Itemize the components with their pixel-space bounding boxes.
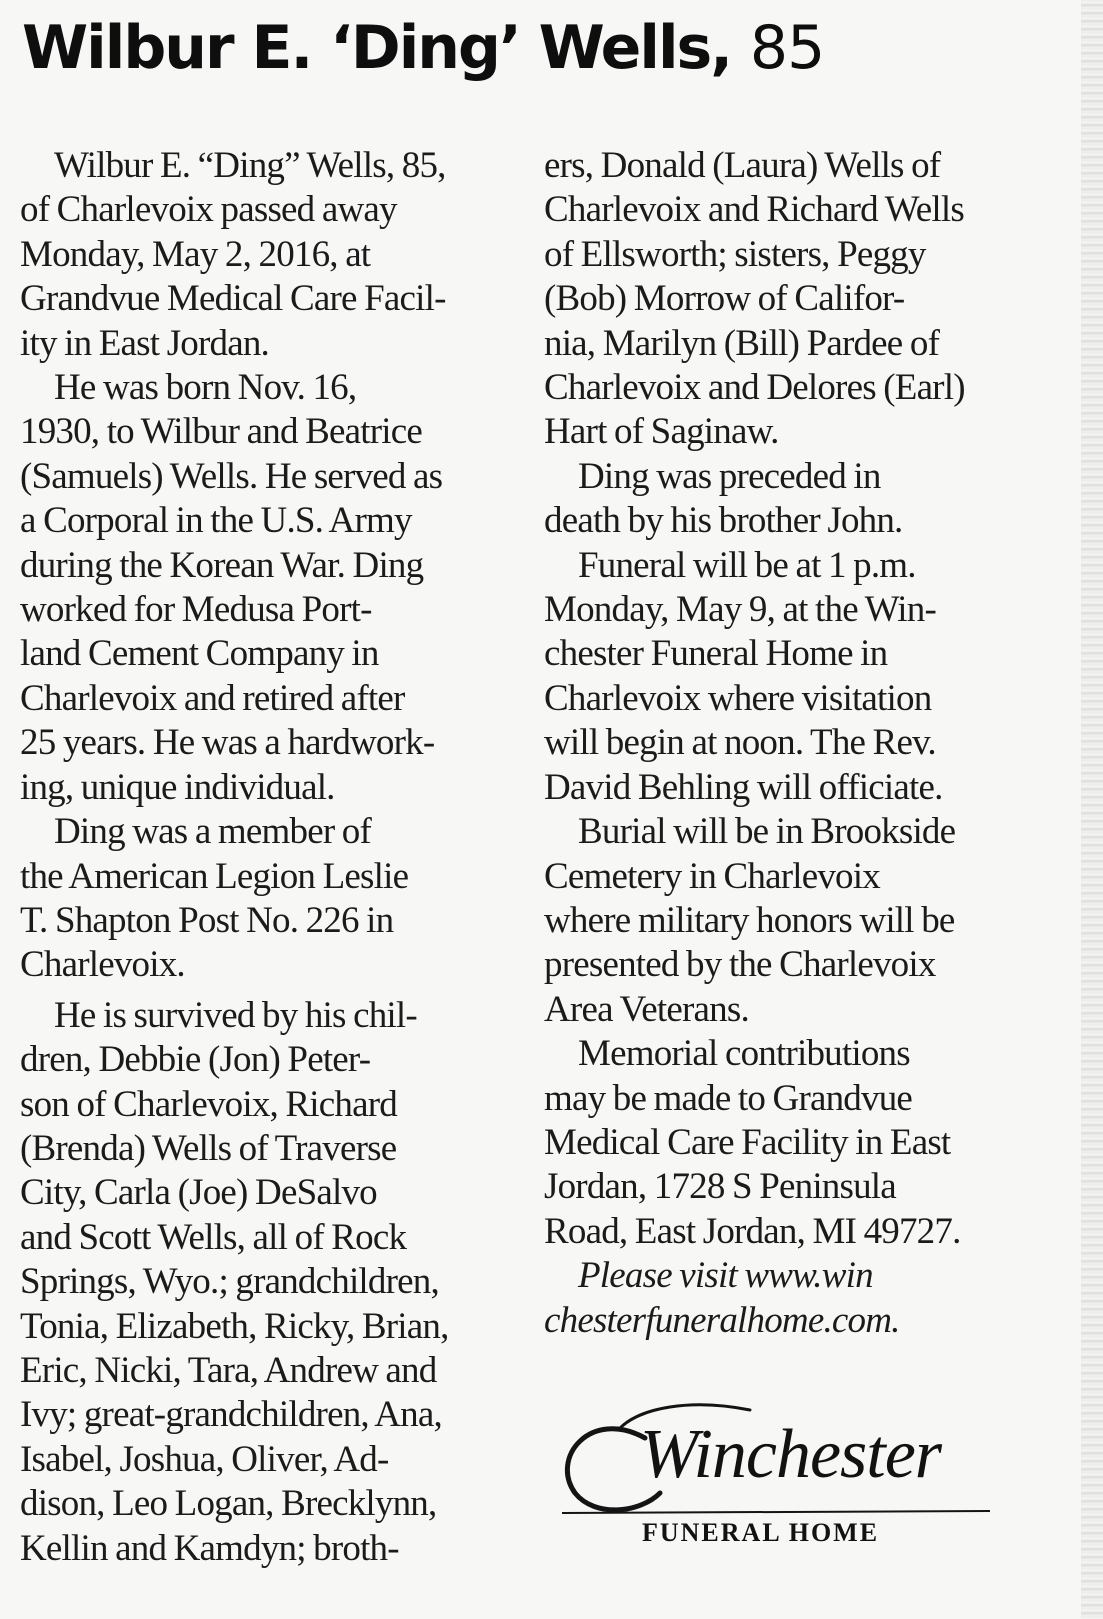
body-line: Funeral will be at 1 p.m. [578, 544, 916, 586]
body-line: dren, Debbie (Jon) Peter- [20, 1039, 371, 1081]
body-line: ers, Donald (Laura) Wells of [544, 145, 941, 186]
body-line: death by his brother John. [544, 500, 903, 542]
body-line: Charlevoix. [20, 944, 185, 986]
body-line: ing, unique individual. [20, 766, 335, 808]
body-line: Kellin and Kamdyn; broth- [20, 1527, 399, 1569]
body-line: Monday, May 9, at the Win- [544, 589, 936, 631]
page-edge-texture [1081, 0, 1103, 1619]
headline-age: 85 [749, 13, 825, 83]
headline-name: Wilbur E. ‘Ding’ Wells, [22, 13, 732, 83]
body-line: Memorial contributions [578, 1033, 910, 1075]
body-line: and Scott Wells, all of Rock [20, 1216, 407, 1258]
body-line: David Behling will officiate. [544, 766, 943, 808]
obituary-headline [22, 14, 824, 83]
body-line: Grandvue Medical Care Facil- [20, 278, 446, 320]
body-line: where military honors will be [544, 899, 955, 941]
body-line: T. Shapton Post No. 226 in [20, 899, 394, 941]
body-line: Road, East Jordan, MI 49727. [544, 1210, 961, 1252]
body-line: will begin at noon. The Rev. [544, 722, 936, 764]
body-line: Cemetery in Charlevoix [544, 855, 880, 897]
winchester-funeral-home-logo [550, 1398, 1010, 1568]
body-line: Monday, May 2, 2016, at [20, 233, 371, 275]
obituary-column-right [544, 144, 1064, 1343]
body-line: Burial will be in Brookside [578, 811, 956, 853]
body-line: of Ellsworth; sisters, Peggy [544, 233, 926, 275]
body-line: Isabel, Joshua, Oliver, Ad- [20, 1438, 389, 1480]
body-line: He is survived by his chil- [54, 994, 417, 1036]
body-line: presented by the Charlevoix [544, 944, 936, 986]
body-line: a Corporal in the U.S. Army [20, 500, 412, 542]
body-line: Medical Care Facility in East [544, 1121, 951, 1163]
body-line: Eric, Nicki, Tara, Andrew and [20, 1349, 437, 1391]
body-line: Ding was a member of [54, 811, 372, 853]
body-line: Charlevoix and Delores (Earl) [544, 367, 965, 409]
body-line: chester Funeral Home in [544, 633, 888, 675]
logo-wordmark: Winchester [640, 1416, 942, 1493]
body-line: (Bob) Morrow of Califor- [544, 278, 905, 320]
body-line: Springs, Wyo.; grandchildren, [20, 1261, 439, 1303]
body-line: during the Korean War. Ding [20, 544, 424, 586]
body-line: may be made to Grandvue [544, 1077, 913, 1119]
body-line: 1930, to Wilbur and Beatrice [20, 411, 422, 453]
body-line: ity in East Jordan. [20, 322, 269, 364]
body-line: land Cement Company in [20, 633, 379, 675]
body-line: Area Veterans. [544, 988, 749, 1030]
body-line: He was born Nov. 16, [54, 367, 357, 409]
body-line: Ding was preceded in [578, 455, 881, 497]
logo-subtitle: FUNERAL HOME [642, 1518, 880, 1547]
website-line: chesterfuneralhome.com. [544, 1299, 900, 1341]
body-line: dison, Leo Logan, Brecklynn, [20, 1483, 437, 1525]
body-line: Charlevoix where visitation [544, 677, 932, 719]
body-line: nia, Marilyn (Bill) Pardee of [544, 322, 940, 364]
body-line: Jordan, 1728 S Peninsula [544, 1166, 896, 1208]
body-line: Hart of Saginaw. [544, 411, 779, 453]
body-line: Charlevoix and Richard Wells [544, 189, 964, 231]
body-line: Ivy; great-grandchildren, Ana, [20, 1394, 442, 1436]
body-line: the American Legion Leslie [20, 855, 409, 897]
obituary-column-left [20, 144, 530, 1571]
body-line: (Brenda) Wells of Traverse [20, 1127, 397, 1169]
body-line: Wilbur E. “Ding” Wells, 85, [54, 145, 446, 186]
body-line: son of Charlevoix, Richard [20, 1083, 397, 1125]
body-line: Tonia, Elizabeth, Ricky, Brian, [20, 1305, 449, 1347]
body-line: 25 years. He was a hardwork- [20, 722, 435, 764]
body-line: (Samuels) Wells. He served as [20, 455, 443, 497]
body-line: Charlevoix and retired after [20, 677, 405, 719]
body-line: City, Carla (Joe) DeSalvo [20, 1172, 377, 1214]
body-line: of Charlevoix passed away [20, 189, 397, 231]
body-line: worked for Medusa Port- [20, 589, 372, 631]
website-line: Please visit www.win [578, 1255, 873, 1297]
